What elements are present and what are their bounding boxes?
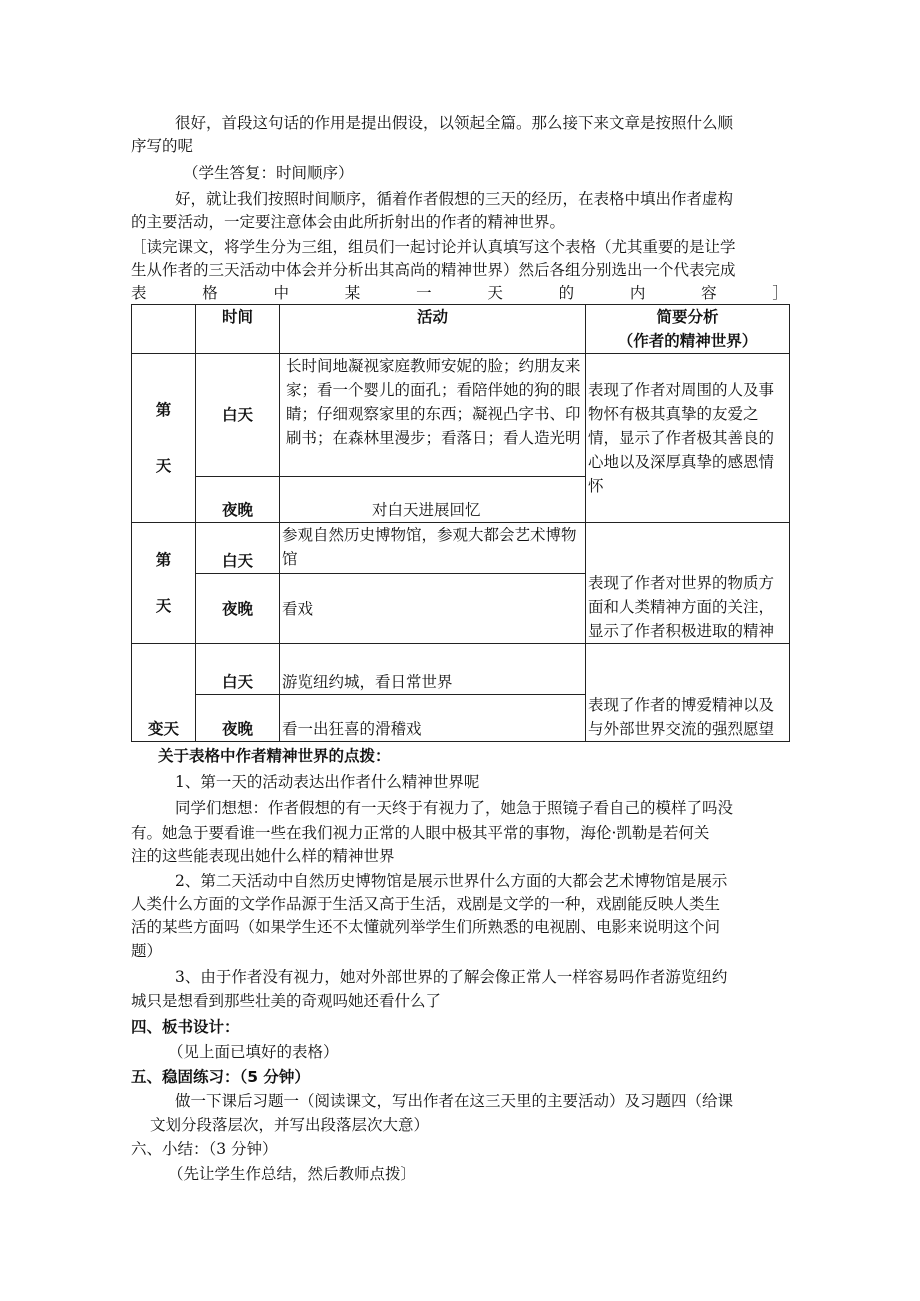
day3-day-activity: 游览纽约城，看日常世界 <box>280 644 586 695</box>
table-header-row <box>132 305 790 354</box>
intro-line: 序写的呢 <box>131 137 194 155</box>
intro-line: 的主要活动，一定要注意体会由此所折射出的作者的精神世界。 <box>131 213 566 231</box>
instruction-line-spread: 表 格 中 某 一 天 的 内 容 ］ <box>131 284 788 302</box>
section-6-heading: 六、小结：（3 分钟） <box>131 1140 278 1158</box>
instruction-line: 生从作者的三天活动中体会并分析出其高尚的精神世界）然后各组分别选出一个代表完成 <box>131 261 736 279</box>
day2-day-time: 白天 <box>196 523 280 574</box>
question-2-line: 题） <box>131 942 163 960</box>
section-6-body: （先让学生作总结，然后教师点拨〕 <box>168 1165 417 1183</box>
question-3-line: 城只是想看到那些壮美的奇观吗她还看什么了 <box>131 992 442 1010</box>
answer-line: 注的这些能表现出她什么样的精神世界 <box>131 847 395 865</box>
day3-label: 变天 <box>132 644 196 742</box>
section-5-heading: 五、稳固练习：（5 分钟） <box>131 1068 310 1086</box>
header-time: 时间 <box>196 305 280 354</box>
question-1: 1、第一天的活动表达出作者什么精神世界呢 <box>175 773 480 791</box>
section-5-body: 做一下课后习题一（阅读课文，写出作者在这三天里的主要活动）及习题四（给课 <box>175 1092 734 1110</box>
day2-day-activity: 参观自然历史博物馆，参观大都会艺术博物馆 <box>280 523 586 574</box>
day3-night-activity: 看一出狂喜的滑稽戏 <box>280 695 586 742</box>
intro-line: 很好，首段这句话的作用是提出假设，以领起全篇。那么接下来文章是按照什么顺 <box>175 114 734 132</box>
answer-line: 同学们想想：作者假想的有一天终于有视力了，她急于照镜子看自己的模样了吗没 <box>175 799 734 817</box>
section-4-heading: 四、板书设计： <box>131 1018 240 1036</box>
day3-analysis: 表现了作者的博爱精神以及与外部世界交流的强烈愿望 <box>586 644 790 742</box>
header-activity: 活动 <box>280 305 586 354</box>
section-5-body: 文划分段落层次，并写出段落层次大意） <box>150 1116 430 1134</box>
table-row <box>132 644 790 695</box>
day3-day-time: 白天 <box>196 644 280 695</box>
day1-label: 第 天 <box>132 354 196 523</box>
day2-night-activity: 看戏 <box>280 574 586 644</box>
day1-analysis: 表现了作者对周围的人及事物怀有极其真挚的友爱之情，显示了作者极其善良的心地以及深厚真挚的感恩情怀 <box>586 354 790 523</box>
question-2: 2、第二天活动中自然历史博物馆是展示世界什么方面的大都会艺术博物馆是展示 <box>175 872 728 890</box>
day2-label: 第 天 <box>132 523 196 644</box>
question-3: 3、由于作者没有视力，她对外部世界的了解会像正常人一样容易吗作者游览纽约 <box>175 968 728 986</box>
table-row <box>132 354 790 477</box>
activity-table <box>131 304 790 742</box>
answer-line: 有。她急于要看谁一些在我们视力正常的人眼中极其平常的事物，海伦·凯勒是若何关 <box>131 824 710 842</box>
header-empty-cell <box>132 305 196 354</box>
instruction-line: ［读完课文，将学生分为三组，组员们一起讨论并认真填写这个表格（尤其重要的是让学 <box>131 238 736 256</box>
table-row <box>132 523 790 574</box>
day1-night-activity: 对白天进展回忆 <box>280 477 586 523</box>
day1-day-activity: 长时间地凝视家庭教师安妮的脸；约朋友来家；看一个婴儿的面孔；看陪伴她的狗的眼睛；仔细观察家里的东西；凝视凸字书、印刷书；在森林里漫步；看落日；看人造光明 <box>280 354 586 477</box>
header-analysis: 简要分析 （作者的精神世界） <box>586 305 790 354</box>
section-4-body: （见上面已填好的表格） <box>168 1043 339 1061</box>
student-answer: （学生答复：时间顺序） <box>183 164 354 182</box>
question-2-line: 人类什么方面的文学作品源于生活又高于生活，戏剧是文学的一种，戏剧能反映人类生 <box>131 895 721 913</box>
intro-line: 好，就让我们按照时间顺序，循着作者假想的三天的经历，在表格中填出作者虚构 <box>175 190 734 208</box>
notes-heading: 关于表格中作者精神世界的点拨： <box>158 747 391 765</box>
question-2-line: 活的某些方面吗（如果学生还不太懂就列举学生们所熟悉的电视剧、电影来说明这个问 <box>131 918 721 936</box>
day2-analysis: 表现了作者对世界的物质方面和人类精神方面的关注，显示了作者积极进取的精神 <box>586 523 790 644</box>
day1-night-time: 夜晚 <box>196 477 280 523</box>
day2-night-time: 夜晚 <box>196 574 280 644</box>
day1-day-time: 白天 <box>196 354 280 477</box>
day3-night-time: 夜晚 <box>196 695 280 742</box>
